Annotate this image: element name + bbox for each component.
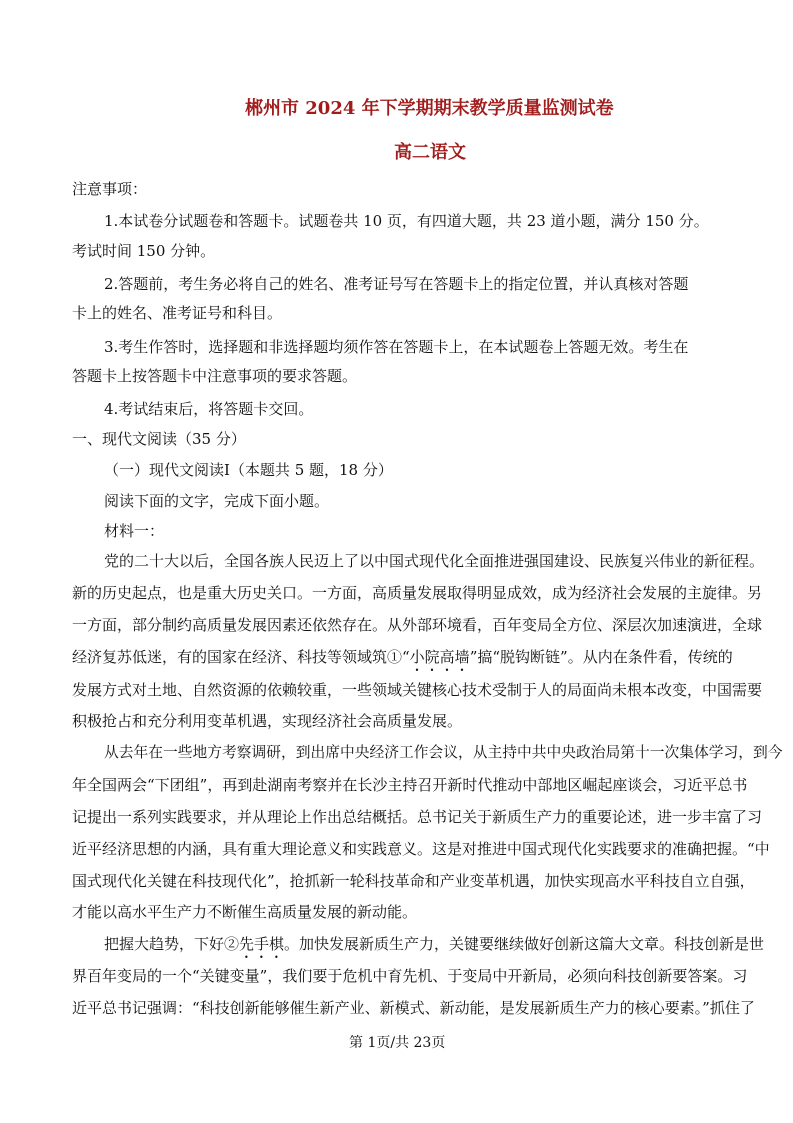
para3-line1-b: 。加快发展新质生产力，关键要继续做好创新这篇大文章。科技创新是世	[284, 935, 765, 953]
para2-line2: 年全国两会“下团组”，再到赴湖南考察并在长沙主持召开新时代推动中部地区崛起座谈会，习近平总书	[72, 776, 748, 794]
para1-line3: 一方面，部分制约高质量发展因素还依然存在。从外部环境看，百年变局全方位、深层次加速演进，全球	[72, 616, 763, 634]
notice-item-4: 4.考试结束后，将答题卡交回。	[104, 400, 314, 418]
material-label: 材料一：	[104, 522, 165, 540]
para2-line6: 才能以高水平生产力不断催生高质量发展的新动能。	[72, 903, 418, 921]
para3-line3: 近平总书记强调：“科技创新能够催生新产业、新模式、新动能，是发展新质生产力的核心要素。”抓住了	[72, 999, 755, 1017]
para1-line4-a: 经济复苏低迷，有的国家在经济、科技等领域筑①“	[72, 648, 410, 666]
notice-heading: 注意事项：	[72, 180, 148, 198]
para2-line3: 记提出一系列实践要求，并从理论上作出总结概括。总书记关于新质生产力的重要论述，进一步丰富了习	[72, 808, 763, 826]
para3-line1	[104, 935, 764, 962]
page-subtitle: 高二语文	[394, 142, 466, 163]
para1-line2: 新的历史起点，也是重大历史关口。一方面，高质量发展取得明显成效，成为经济社会发展的主旋律。另	[72, 584, 763, 602]
para2-line5: 国式现代化关键在科技现代化”，抢抓新一轮科技革命和产业变革机遇，加快实现高水平科技自立自强，	[72, 872, 755, 890]
para1-line1: 党的二十大以后，全国各族人民迈上了以中国式现代化全面推进强国建设、民族复兴伟业的新征程。	[104, 552, 765, 570]
para1-line4-b: ”搞“脱钩断链”。从内在条件看，传统的	[469, 648, 733, 666]
para1-line5: 发展方式对土地、自然资源的依赖较重，一些领域关键核心技术受制于人的局面尚未根本改变，中国需要	[72, 681, 763, 699]
notice-item-1: 1.本试卷分试题卷和答题卡。试题卷共 10 页，有四道大题，共 23 道小题，满分 150 分。	[104, 212, 709, 230]
emphasis-phrase: 小院高墙	[409, 648, 470, 666]
notice-item-3: 3.考生作答时，选择题和非选择题均须作答在答题卡上，在本试题卷上答题无效。考生在	[104, 338, 689, 356]
notice-item-2-cont: 卡上的姓名、准考证号和科目。	[72, 304, 283, 322]
para2-line4: 近平经济思想的内涵，具有重大理论意义和实践意义。这是对推进中国式现代化实践要求的准确把握。“中	[72, 840, 770, 858]
notice-item-2: 2.答题前，考生务必将自己的姓名、准考证号写在答题卡上的指定位置，并认真核对答题	[104, 275, 689, 293]
section-sub-heading: （一）现代文阅读Ⅰ（本题共 5 题，18 分）	[104, 461, 393, 479]
para1-line6: 积极抢占和充分利用变革机遇，实现经济社会高质量发展。	[72, 712, 463, 730]
section-heading: 一、现代文阅读（35 分）	[72, 430, 246, 448]
page-title: 郴州市 2024 年下学期期末教学质量监测试卷	[245, 98, 614, 119]
notice-item-3-cont: 答题卡上按答题卡中注意事项的要求答题。	[72, 367, 358, 385]
emphasis-phrase: 先手棋	[239, 935, 285, 953]
para3-line1-a: 把握大趋势，下好②	[104, 935, 240, 953]
para2-line1: 从去年在一些地方考察调研，到出席中央经济工作会议，从主持中共中央政治局第十一次集体学习，到今	[104, 744, 783, 761]
notice-item-1-cont: 考试时间 150 分钟。	[72, 242, 216, 260]
para1-line4	[72, 648, 733, 675]
section-instruction: 阅读下面的文字，完成下面小题。	[104, 492, 330, 510]
para3-line2: 界百年变局的一个“关键变量”，我们要于危机中育先机、于变局中开新局，必须向科技创新要答案。习	[72, 967, 748, 985]
page-footer: 第 1页/共 23页	[349, 1035, 446, 1051]
